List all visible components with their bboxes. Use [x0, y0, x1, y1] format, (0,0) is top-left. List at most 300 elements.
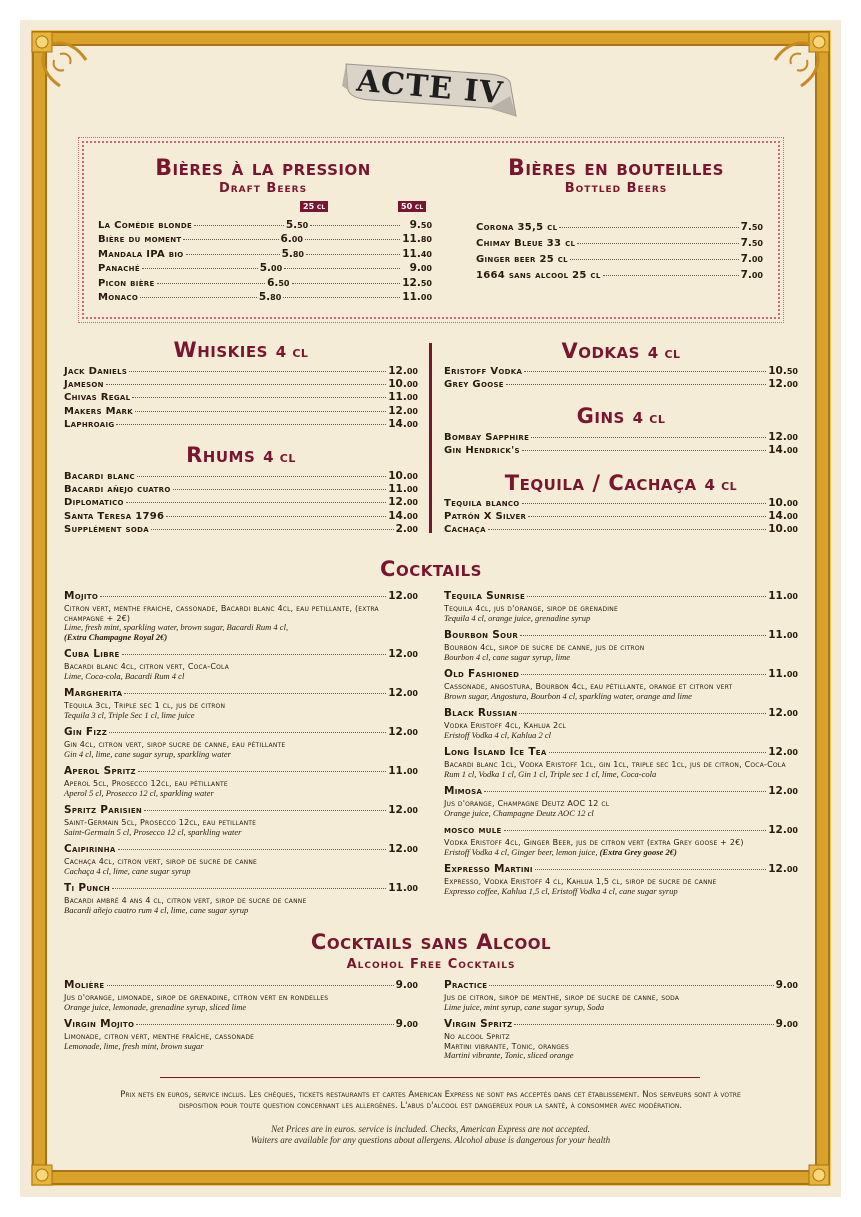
- menu-item: [476, 253, 763, 266]
- leader-dots: [484, 791, 766, 792]
- footer-note-en-line2: Waiters are available for any questions about allergens. Alcohol abuse is dangerous for your health: [250, 1135, 611, 1145]
- item-price: 11.00: [768, 668, 798, 680]
- cocktail-desc-en-text: Bacardi añejo cuatro rum 4 cl, lime, cane sugar syrup: [64, 904, 249, 915]
- item-name: Cachaça: [444, 524, 486, 536]
- item-name: Eristoff Vodka: [444, 366, 523, 377]
- leader-dots: [112, 888, 386, 889]
- bottled-subtitle: Bottled Beers: [564, 181, 668, 196]
- cocktail-item: [64, 979, 418, 1012]
- item-price: 10.00: [768, 497, 798, 509]
- leader-dots: [151, 529, 394, 530]
- leader-dots: [138, 771, 386, 772]
- vodkas-title: Vodkas 4 cl: [561, 339, 681, 363]
- cocktail-desc-fr: Expresso, Vodka Eristoff 4 cl, Kahlua 1,5 cl, sirop de sucre de canne: [444, 877, 717, 886]
- menu-item: [444, 378, 798, 391]
- item-name: Long Island Ice Tea: [444, 746, 547, 758]
- item-price: 12.00: [768, 707, 798, 719]
- cocktail-desc-en: [444, 770, 798, 780]
- item-price: 11.00: [388, 483, 418, 496]
- footer-note-en: [120, 1124, 741, 1146]
- leader-dots: [136, 1024, 393, 1025]
- leader-dots: [118, 849, 387, 850]
- item-price: 12.00: [768, 863, 798, 875]
- menu-item: [64, 843, 418, 857]
- item-price: 10.00: [768, 523, 798, 536]
- cocktail-desc-en: [64, 867, 418, 877]
- menu-item: [98, 233, 432, 246]
- cocktail-desc-en: [444, 653, 798, 663]
- leader-dots: [520, 635, 766, 636]
- leader-dots: [124, 693, 386, 694]
- item-price: 12.00: [388, 590, 418, 602]
- item-name: Bacardi blanc: [64, 471, 135, 482]
- leader-dots: [284, 268, 400, 269]
- cocktail-item: [64, 726, 418, 759]
- price-25cl: 6.50: [267, 276, 290, 289]
- item-name: Jack Daniels: [64, 366, 128, 377]
- price-50cl: 9.50: [409, 219, 433, 231]
- item-price: 9.00: [395, 1018, 418, 1030]
- menu-item: [444, 746, 798, 760]
- cocktail-desc-en: [444, 1003, 798, 1013]
- item-price: 14.00: [388, 509, 418, 522]
- menu-item: [476, 269, 763, 282]
- menu-item: [444, 1018, 798, 1032]
- item-name: Mandala IPA bio: [98, 248, 184, 260]
- item-price: 12.00: [388, 496, 418, 509]
- footer-note-en-line1: Net Prices are in euros. service is included. Checks, American Express are not accepted.: [271, 1124, 590, 1134]
- menu-item: [64, 483, 418, 496]
- corner-ornament-icon: [769, 1125, 831, 1187]
- cocktail-desc-en: [444, 1051, 798, 1061]
- leader-dots: [559, 227, 738, 228]
- cocktail-desc-en-text: Expresso coffee, Kahlua 1,5 cl, Eristoff Vodka 4 cl, cane sugar syrup: [444, 885, 678, 896]
- cocktail-desc-en: [444, 614, 798, 624]
- item-price: 7.00: [740, 269, 763, 281]
- leader-dots: [504, 830, 767, 831]
- cocktail-desc-en-text: Brown sugar, Angostura, Bourbon 4 cl, sparkling water, orange and lime: [444, 690, 692, 701]
- cocktails-right-column: [444, 590, 798, 902]
- leader-dots: [292, 283, 401, 284]
- leader-dots: [521, 674, 766, 675]
- item-price: 12.00: [768, 746, 798, 758]
- menu-item: [98, 277, 432, 290]
- item-name: Gin Fizz: [64, 726, 108, 738]
- item-name: 1664 sans alcool 25 cl: [476, 270, 601, 281]
- leader-dots: [129, 371, 386, 372]
- leader-dots: [488, 529, 766, 530]
- item-price: 12.00: [768, 378, 798, 391]
- item-name: Chivas Regal: [64, 392, 131, 404]
- leader-dots: [506, 384, 766, 385]
- leader-dots: [109, 732, 386, 733]
- price-25cl: 5.00: [259, 262, 283, 275]
- cocktail-desc-en-text: Aperol 5 cl, Prosecco 12 cl, sparkling water: [64, 787, 214, 798]
- tequila-title: Tequila / Cachaça 4 cl: [504, 471, 738, 495]
- item-name: Patrón X Silver: [444, 511, 527, 523]
- item-name: Ti Punch: [64, 882, 111, 894]
- whiskies-title: Whiskies 4 cl: [173, 338, 309, 362]
- price-50cl: 12.50: [402, 276, 432, 289]
- leader-dots: [527, 596, 766, 597]
- cocktail-desc-en-text: Saint-Germain 5 cl, Prosecco 12 cl, sparkling water: [64, 826, 242, 837]
- cocktail-desc-fr: No alcool Spritz Martini vibrante, Tonic, oranges: [444, 1032, 570, 1051]
- menu-item: [444, 863, 798, 877]
- item-price: 12.00: [388, 843, 418, 855]
- menu-item: [444, 824, 798, 838]
- cocktail-desc-fr: Bacardi blanc 4cl, citron vert, Coca-Cola: [64, 662, 230, 671]
- menu-item: [64, 1018, 418, 1032]
- cocktail-desc-en-text: Bourbon 4 cl, cane sugar syrup, lime: [444, 651, 571, 662]
- item-price: 11.00: [388, 765, 418, 777]
- cocktail-desc-en: [444, 731, 798, 741]
- item-name: Bière du moment: [98, 234, 182, 246]
- item-name: Laphroaig: [64, 418, 115, 430]
- leader-dots: [524, 371, 766, 372]
- menu-item: [64, 590, 418, 604]
- leader-dots: [137, 476, 386, 477]
- menu-item: [98, 291, 432, 304]
- item-name: Ginger beer 25 cl: [476, 254, 568, 265]
- menu-item: [444, 979, 798, 993]
- footer-note-fr: Prix nets en euros, service inclus. Les chèques, tickets restaurants et cartes American Express ne sont pas acceptés dans cet établissement. Nos serveurs sont à votre disposition pour toute question concernant les allergènes. L'abus d'alcool est dangereux pour la santé, à consommer avec modération.: [120, 1090, 741, 1111]
- price-25cl: 5.50: [285, 219, 309, 231]
- menu-item: [64, 765, 418, 779]
- corner-ornament-icon: [30, 30, 92, 92]
- cocktail-desc-en-text: Eristoff Vodka 4 cl, Kahlua 2 cl: [444, 729, 551, 740]
- cocktail-desc-en: [64, 672, 418, 682]
- cocktail-desc-en-text: Cachaça 4 cl, lime, cane sugar syrup: [64, 865, 191, 876]
- cocktail-item: [64, 882, 418, 915]
- leader-dots: [310, 225, 400, 226]
- item-name: Caipirinha: [64, 843, 116, 855]
- item-price: 12.00: [388, 404, 418, 417]
- cocktail-desc-fr: Jus d'orange, Champagne Deutz AOC 12 cl: [444, 799, 610, 808]
- gins-title: Gins 4 cl: [576, 404, 666, 428]
- item-price: 12.00: [388, 687, 418, 699]
- item-name: mosco mule: [444, 824, 502, 836]
- item-name: Margherita: [64, 687, 123, 699]
- corner-ornament-icon: [30, 1125, 92, 1187]
- price-25cl: 5.80: [281, 247, 304, 260]
- menu-item: [444, 707, 798, 721]
- cocktails-title: Cocktails: [380, 557, 482, 581]
- col-50cl-tag: 50 cl: [398, 201, 426, 212]
- leader-dots: [305, 239, 400, 240]
- menu-item: [64, 882, 418, 896]
- menu-item: [444, 523, 798, 536]
- cocktail-desc-en: [64, 828, 418, 838]
- cocktail-desc-en-text: Eristoff Vodka 4 cl, Ginger beer, lemon juice,: [444, 846, 598, 857]
- cocktail-desc-fr: Vodka Eristoff 4cl, Kahlua 2cl: [444, 721, 567, 730]
- cocktail-item: [444, 746, 798, 779]
- item-name: Monaco: [98, 292, 139, 303]
- leader-dots: [570, 259, 739, 260]
- leader-dots: [106, 384, 386, 385]
- item-price: 11.00: [768, 590, 798, 602]
- leader-dots: [514, 1024, 773, 1025]
- item-name: Bacardi añejo cuatro: [64, 484, 171, 496]
- cocktail-desc-en: [64, 1042, 418, 1052]
- leader-dots: [194, 225, 284, 226]
- cocktails-left-column: [64, 590, 418, 921]
- cocktail-desc-fr: Tequila 3cl, Triple sec 1 cl, jus de citron: [64, 701, 226, 710]
- item-name: Santa Teresa 1796: [64, 510, 165, 522]
- cocktail-desc-en-text: Orange juice, lemonade, grenadine syrup, sliced lime: [64, 1001, 247, 1012]
- item-price: 12.00: [388, 648, 418, 660]
- price-25cl: 5.80: [258, 291, 282, 303]
- item-name: Supplément soda: [64, 523, 149, 535]
- cocktail-desc-fr: Bacardi blanc 1cl, Vodka Eristoff 1cl, gin 1cl, triple sec 1cl, jus de citron, Coca-Cola: [444, 760, 786, 769]
- cocktail-item: [444, 824, 798, 857]
- item-price: 12.00: [388, 365, 418, 377]
- item-name: Virgin Mojito: [64, 1018, 135, 1030]
- cocktail-item: [64, 590, 418, 642]
- cocktail-desc-en-text: Martini vibrante, Tonic, sliced orange: [444, 1050, 574, 1060]
- item-name: Tequila Sunrise: [444, 590, 526, 602]
- cocktail-desc-fr: Cassonade, angostura, Bourbon 4cl, eau pétillante, orange et citron vert: [444, 682, 733, 691]
- leader-dots: [489, 985, 773, 986]
- menu-item: [444, 444, 798, 457]
- item-name: Diplomatico: [64, 497, 124, 509]
- cocktail-desc-en: [64, 1003, 418, 1013]
- item-price: 7.50: [740, 237, 763, 249]
- leader-dots: [140, 297, 257, 298]
- menu-item: [64, 979, 418, 993]
- noalcohol-right-column: [444, 979, 798, 1067]
- cocktail-extra: (Extra Grey goose 2€): [599, 846, 677, 857]
- menu-item: [64, 378, 418, 391]
- noalcohol-left-column: [64, 979, 418, 1057]
- cocktail-desc-fr: Bourbon 4cl, sirop de sucre de canne, jus de citron: [444, 643, 645, 652]
- item-name: Corona 35,5 cl: [476, 222, 558, 233]
- cocktail-desc-en: [444, 692, 798, 702]
- leader-dots: [522, 450, 766, 451]
- cocktail-desc-en-text: Orange juice, Champagne Deutz AOC 12 cl: [444, 807, 594, 818]
- menu-item: [98, 262, 432, 275]
- item-price: 12.00: [768, 431, 798, 443]
- cocktail-desc-en: [64, 906, 418, 916]
- cocktail-desc-fr: Jus d'orange, limonade, sirop de grenadine, citron vert en rondelles: [64, 993, 329, 1002]
- item-name: Jameson: [64, 379, 104, 391]
- cocktail-desc-en-text: Lime, fresh mint, sparkling water, brown sugar, Bacardi Rum 4 cl,: [64, 622, 289, 632]
- leader-dots: [306, 254, 400, 255]
- item-price: 11.00: [768, 629, 798, 641]
- leader-dots: [531, 437, 766, 438]
- menu-item: [444, 629, 798, 643]
- leader-dots: [549, 752, 767, 753]
- leader-dots: [577, 243, 738, 244]
- item-price: 7.50: [740, 221, 763, 233]
- item-name: Mimosa: [444, 785, 483, 797]
- item-name: Picon bière: [98, 277, 155, 289]
- item-price: 10.00: [388, 378, 418, 391]
- cocktail-item: [444, 785, 798, 818]
- item-name: Chimay Bleue 33 cl: [476, 238, 576, 249]
- cocktail-item: [64, 1018, 418, 1051]
- menu-item: [64, 418, 418, 431]
- leader-dots: [166, 516, 386, 517]
- item-name: Makers Mark: [64, 405, 133, 417]
- column-divider: [429, 343, 432, 533]
- bottled-title: Bières en bouteilles: [508, 156, 724, 181]
- item-name: La Comédie blonde: [98, 220, 193, 231]
- cocktail-extra: (Extra Champagne Royal 2€): [64, 631, 168, 642]
- cocktail-item: [444, 590, 798, 623]
- cocktail-item: [64, 648, 418, 681]
- item-price: 9.00: [395, 979, 418, 991]
- rhums-title: Rhums 4 cl: [186, 443, 296, 467]
- item-price: 11.00: [388, 391, 418, 404]
- menu-item: [64, 470, 418, 483]
- cocktail-desc-en: [64, 789, 418, 799]
- item-price: 9.00: [775, 979, 798, 991]
- cocktail-desc-fr: Bacardi ambré 4 ans 4 cl, citron vert, sirop de sucre de canne: [64, 896, 307, 905]
- menu-item: [64, 391, 418, 404]
- item-price: 9.00: [775, 1018, 798, 1030]
- leader-dots: [528, 516, 766, 517]
- cocktail-desc-en: [444, 809, 798, 819]
- leader-dots: [100, 596, 386, 597]
- item-name: Mojito: [64, 590, 99, 602]
- leader-dots: [522, 503, 767, 504]
- price-50cl: 11.80: [402, 233, 432, 246]
- cocktail-desc-fr: Jus de citron, sirop de menthe, sirop de sucre de canne, soda: [444, 993, 680, 1002]
- price-50cl: 11.40: [402, 247, 432, 260]
- menu-item: [444, 590, 798, 604]
- item-name: Gin Hendrick's: [444, 445, 520, 457]
- leader-dots: [186, 254, 280, 255]
- leader-dots: [283, 297, 400, 298]
- cocktail-desc-fr: Tequila 4cl, jus d'orange, sirop de grenadine: [444, 604, 618, 613]
- cocktail-item: [64, 765, 418, 798]
- cocktail-item: [444, 1018, 798, 1061]
- leader-dots: [603, 275, 739, 276]
- menu-item: [64, 804, 418, 818]
- item-name: Old Fashioned: [444, 668, 520, 680]
- cocktail-item: [444, 629, 798, 662]
- item-price: 10.00: [388, 470, 418, 482]
- item-name: Virgin Spritz: [444, 1018, 513, 1030]
- menu-item: [64, 523, 418, 536]
- cocktail-desc-fr: Vodka Eristoff 4cl, Ginger Beer, jus de citron vert (extra Grey goose + 2€): [444, 838, 744, 847]
- cocktail-desc-en-text: Rum 1 cl, Vodka 1 cl, Gin 1 cl, Triple sec 1 cl, lime, Coca-cola: [444, 768, 657, 779]
- cocktail-item: [64, 687, 418, 720]
- menu-item: [444, 668, 798, 682]
- cocktail-desc-en: [64, 623, 418, 642]
- cocktail-desc-en: [444, 848, 798, 858]
- item-name: Grey Goose: [444, 379, 504, 391]
- item-name: Bourbon Sour: [444, 629, 519, 641]
- cocktail-item: [64, 843, 418, 876]
- cocktail-desc-en: [64, 750, 418, 760]
- cocktail-desc-fr: Limonade, citron vert, menthe fraîche, cassonade: [64, 1032, 255, 1041]
- leader-dots: [132, 397, 386, 398]
- leader-dots: [135, 411, 386, 412]
- leader-dots: [126, 502, 386, 503]
- item-price: 12.00: [768, 824, 798, 836]
- item-name: Expresso Martini: [444, 863, 533, 875]
- item-name: Practice: [444, 979, 488, 991]
- cocktail-desc-fr: Citron vert, menthe fraiche, cassonade, Bacardi blanc 4cl, eau petillante, (extra champagne + 2€): [64, 604, 379, 623]
- cocktail-desc-en-text: Lime, Coca-cola, Bacardi Rum 4 cl: [64, 670, 185, 681]
- menu-item: [98, 219, 432, 232]
- item-name: Tequila blanco: [444, 498, 520, 509]
- menu-item: [64, 405, 418, 418]
- col-25cl-tag: 25 cl: [300, 201, 328, 212]
- leader-dots: [116, 424, 386, 425]
- cocktail-desc-en-text: Tequila 4 cl, orange juice, grenadine syrup: [444, 612, 591, 623]
- item-name: Cuba Libre: [64, 648, 120, 660]
- cocktail-item: [444, 979, 798, 1012]
- menu-item: [64, 726, 418, 740]
- menu-item: [444, 510, 798, 523]
- cocktail-desc-en-text: Gin 4 cl, lime, cane sugar syrup, sparkling water: [64, 748, 231, 759]
- item-price: 11.00: [388, 882, 418, 894]
- item-price: 12.00: [768, 785, 798, 797]
- page-title: ACTE IV: [355, 63, 505, 112]
- cocktail-item: [64, 804, 418, 837]
- cocktail-desc-fr: Saint-Germain 5cl, Prosecco 12cl, eau petillante: [64, 818, 257, 827]
- menu-item: [476, 237, 763, 250]
- item-name: Molière: [64, 979, 105, 991]
- menu-item: [444, 431, 798, 444]
- price-50cl: 9.00: [409, 262, 432, 275]
- item-price: 12.00: [388, 726, 418, 738]
- leader-dots: [173, 489, 387, 490]
- item-price: 10.50: [768, 365, 798, 377]
- menu-item: [444, 365, 798, 378]
- corner-ornament-icon: [769, 30, 831, 92]
- menu-item: [64, 510, 418, 523]
- item-name: Spritz Parisien: [64, 804, 143, 816]
- leader-dots: [107, 985, 394, 986]
- menu-item: [476, 221, 763, 234]
- leader-dots: [157, 283, 266, 284]
- cocktail-desc-fr: Aperol 5cl, Prosecco 12cl, eau pétillante: [64, 779, 228, 788]
- menu-item: [64, 648, 418, 662]
- cocktail-desc-en-text: Lemonade, lime, fresh mint, brown sugar: [64, 1040, 204, 1051]
- item-price: 2.00: [395, 522, 418, 535]
- item-price: 14.00: [768, 510, 798, 523]
- menu-item: [64, 496, 418, 509]
- noalcohol-subtitle: Alcohol Free Cocktails: [346, 957, 516, 972]
- draft-subtitle: Draft Beers: [218, 181, 308, 196]
- cocktail-item: [444, 863, 798, 896]
- cocktail-desc-en-text: Tequila 3 cl, Triple Sec 1 cl, lime juice: [64, 709, 195, 720]
- leader-dots: [519, 713, 766, 714]
- cocktail-item: [444, 707, 798, 740]
- item-name: Bombay Sapphire: [444, 432, 530, 443]
- footer-rule: [160, 1077, 700, 1078]
- draft-title: Bières à la pression: [155, 156, 371, 181]
- noalcohol-title: Cocktails sans Alcool: [310, 930, 552, 954]
- menu-item: [444, 785, 798, 799]
- menu-item: [64, 687, 418, 701]
- item-price: 7.00: [740, 253, 763, 265]
- cocktail-desc-fr: Cachaça 4cl, citron vert, sirop de sucre de canne: [64, 857, 258, 866]
- leader-dots: [535, 869, 766, 870]
- leader-dots: [144, 810, 386, 811]
- cocktail-desc-fr: Gin 4cl, citron vert, sirop sucre de canne, eau pétillante: [64, 740, 286, 749]
- menu-item: [64, 365, 418, 378]
- menu-item: [444, 497, 798, 510]
- item-name: Panaché: [98, 263, 140, 275]
- item-name: Aperol Spritz: [64, 765, 136, 777]
- cocktail-desc-en-text: Lime juice, mint syrup, cane sugar syrup, Soda: [444, 1001, 605, 1012]
- item-price: 14.00: [388, 417, 418, 430]
- leader-dots: [142, 268, 258, 269]
